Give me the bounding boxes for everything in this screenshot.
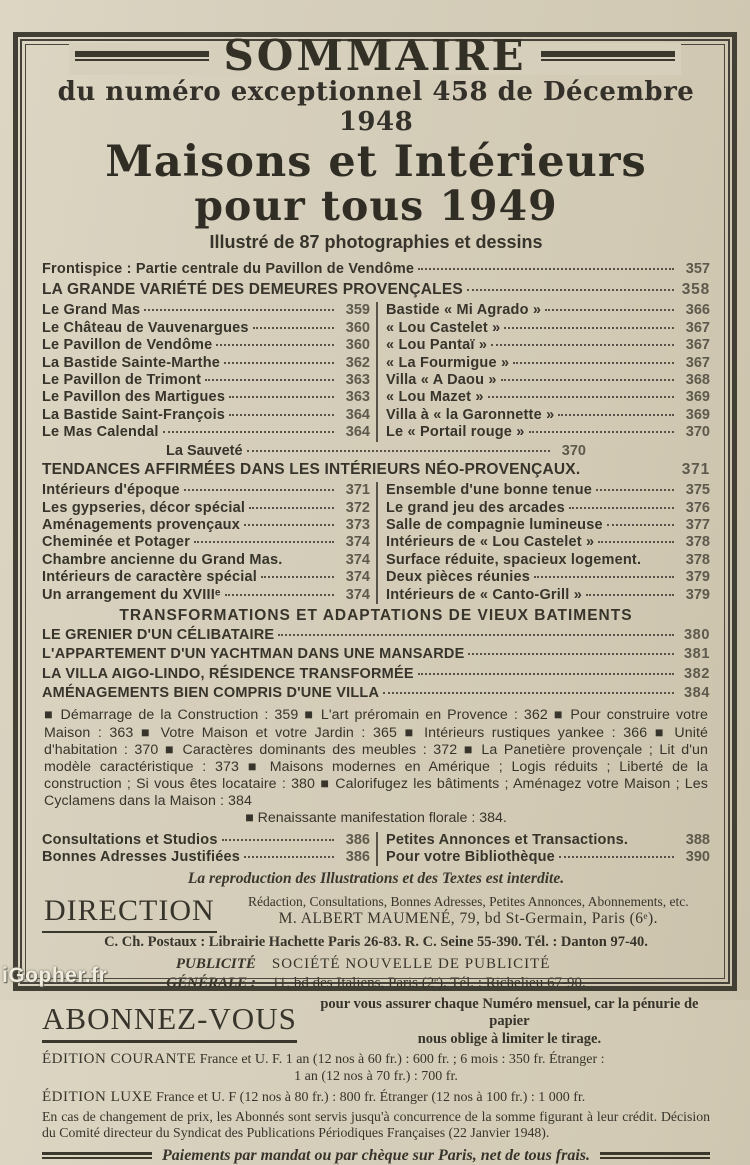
toc-block-3	[42, 832, 710, 867]
dot-leader	[229, 396, 334, 398]
toc-page-number: 358	[681, 280, 710, 298]
dot-leader	[194, 541, 334, 543]
toc-page-number: 367	[685, 354, 710, 371]
abonnez-line2: nous oblige à limiter le tirage.	[417, 1030, 602, 1047]
toc-row	[386, 337, 710, 354]
toc-page-number: 374	[345, 534, 370, 551]
toc-label: La Bastide Sainte-Marthe	[42, 354, 221, 371]
toc-label: Le Mas Calendal	[42, 424, 159, 441]
toc-page-number: 390	[685, 849, 710, 866]
toc-page-number: 374	[345, 586, 370, 603]
dot-leader	[558, 414, 674, 416]
right-payment-rule	[600, 1152, 710, 1159]
toc-label: Consultations et Studios	[42, 831, 218, 848]
toc-label: Le Pavillon de Trimont	[42, 372, 202, 389]
abonnez-text	[309, 996, 710, 1048]
publicite-address: 11, bd des Italiens, Paris (2ᵉ). Tél. : Richelieu 67-90.	[271, 975, 586, 992]
toc-label: « La Fourmigue »	[386, 354, 510, 371]
dot-leader	[596, 489, 674, 491]
direction-text	[227, 894, 710, 928]
toc-label: Villa à « la Garonnette »	[386, 406, 555, 423]
toc-row	[42, 534, 370, 551]
dot-leader	[144, 309, 334, 311]
toc-page-number: 371	[681, 460, 710, 478]
toc-page-number: 370	[561, 442, 586, 459]
decorative-frame	[13, 31, 737, 1164]
toc-row	[42, 320, 370, 337]
toc-page-number: 378	[685, 534, 710, 551]
edition-courante-label: ÉDITION COURANTE	[42, 1051, 197, 1068]
toc-page-number: 378	[685, 551, 710, 568]
toc-page-number: 371	[345, 482, 370, 499]
toc-row	[42, 685, 710, 702]
toc-row	[42, 832, 370, 849]
toc-section-heading-2	[42, 461, 710, 480]
toc-row	[386, 320, 710, 337]
dot-leader	[261, 576, 334, 578]
toc-page-number: 372	[345, 499, 370, 516]
publicite-company: SOCIÉTÉ NOUVELLE DE PUBLICITÉ	[271, 956, 551, 973]
toc-page-number: 363	[345, 389, 370, 406]
toc-row	[42, 587, 370, 604]
toc-label: Intérieurs d'époque	[42, 482, 180, 499]
watermark: iGopher.fr	[2, 964, 108, 987]
abonnez-line1: pour vous assurer chaque Numéro mensuel, car la pénurie de papier	[320, 995, 699, 1030]
dot-leader	[534, 576, 674, 578]
dot-leader	[229, 414, 334, 416]
toc-label: LA GRANDE VARIÉTÉ DES DEMEURES PROVENÇALES	[42, 280, 463, 298]
right-double-rule	[541, 51, 675, 61]
toc-page-number: 364	[345, 406, 370, 423]
toc-label: La Sauveté	[166, 442, 243, 459]
toc-page-number: 362	[345, 354, 370, 371]
toc-label: Surface réduite, spacieux logement.	[386, 551, 642, 568]
toc-label: Le Pavillon de Vendôme	[42, 337, 213, 354]
toc-page-number: 360	[345, 319, 370, 336]
toc-page-number: 364	[345, 424, 370, 441]
notes-last-line: ■ Renaissante manifestation florale : 384.	[245, 809, 507, 826]
toc-row	[386, 302, 710, 319]
edition-courante-text: France et U. F. 1 an (12 nos à 60 fr.) : 600 fr. ; 6 mois : 350 fr. Étranger :	[199, 1052, 605, 1068]
toc-row	[42, 407, 370, 424]
dot-leader	[501, 379, 674, 381]
toc-page-number: 388	[685, 831, 710, 848]
dot-leader	[468, 653, 674, 655]
toc-label: Le Château de Vauvenargues	[42, 319, 249, 336]
main-title-line2: pour tous 1949	[194, 182, 558, 231]
toc-page-number: 359	[345, 302, 370, 319]
toc-block-1-right	[376, 302, 710, 441]
toc-row	[386, 587, 710, 604]
dot-leader	[545, 309, 674, 311]
issue-line: du numéro exceptionnel 458 de Décembre 1948	[57, 77, 695, 137]
toc-row	[386, 552, 710, 569]
toc-label: Ensemble d'une bonne tenue	[386, 482, 593, 499]
toc-label: Bastide « Mi Agrado »	[386, 302, 542, 319]
toc-block-2	[42, 482, 710, 604]
publicite-label1: PUBLICITÉ	[175, 956, 256, 973]
toc-page-number: 379	[685, 569, 710, 586]
toc-page-number: 386	[345, 849, 370, 866]
toc-page-number: 357	[685, 261, 710, 278]
publicite-label2: GÉNÉRALE :	[166, 975, 256, 992]
toc-label: L'APPARTEMENT D'UN YACHTMAN DANS UNE MANSARDE	[42, 646, 465, 663]
edition-luxe	[42, 1088, 710, 1107]
toc-row	[42, 666, 710, 683]
toc-feature-rows	[42, 627, 710, 703]
toc-label: Un arrangement du XVIIIᵉ	[42, 586, 221, 603]
edition-courante	[42, 1050, 710, 1086]
sommaire-legend	[75, 31, 675, 80]
dot-leader	[278, 634, 674, 636]
dot-leader	[559, 856, 674, 858]
dot-leader	[383, 692, 674, 694]
toc-label: LA VILLA AIGO-LINDO, RÉSIDENCE TRANSFORMÉE	[42, 665, 414, 682]
toc-page-number: 375	[685, 482, 710, 499]
toc-label: Villa « A Daou »	[386, 372, 497, 389]
toc-row	[42, 302, 370, 319]
illustrated-note: Illustré de 87 photographies et dessins	[209, 232, 543, 253]
direction-line2: M. ALBERT MAUMENÉ, 79, bd St-Germain, Paris (6ᵉ).	[278, 910, 659, 928]
toc-row	[386, 389, 710, 406]
toc-label: Le Grand Mas	[42, 302, 141, 319]
toc-row	[42, 337, 370, 354]
main-title-line1: Maisons et Intérieurs	[105, 137, 647, 187]
toc-page-number: 367	[685, 337, 710, 354]
toc-page-number: 380	[684, 626, 710, 643]
toc-row	[42, 569, 370, 586]
toc-label: LE GRENIER D'UN CÉLIBATAIRE	[42, 626, 275, 643]
price-change-notice: En cas de changement de prix, les Abonnés sont servis jusqu'à concurrence de la somme figurant à leur crédit. Décision du Comité directeur du Syndicat des Publications Périodiques Françaises (22 Janvier 1948).	[42, 1108, 710, 1141]
publicite-labels	[166, 955, 256, 993]
payments-row	[42, 1147, 710, 1165]
toc-row	[42, 355, 370, 372]
frame-content	[18, 31, 732, 1164]
toc-row	[386, 832, 710, 849]
toc-page-number: 360	[345, 337, 370, 354]
toc-row	[42, 517, 370, 534]
toc-row	[386, 569, 710, 586]
toc-page-number: 382	[684, 665, 710, 682]
toc-label: TENDANCES AFFIRMÉES DANS LES INTÉRIEURS NÉO-PROVENÇAUX.	[42, 460, 581, 478]
toc-row	[42, 389, 370, 406]
toc-page-number: 374	[345, 551, 370, 568]
toc-page-number: 363	[345, 372, 370, 389]
dot-leader	[216, 344, 334, 346]
toc-page-number: 367	[685, 319, 710, 336]
dot-leader	[253, 327, 334, 329]
toc-row	[42, 552, 370, 569]
toc-row	[42, 372, 370, 389]
toc-block-3-left	[42, 832, 376, 867]
toc-label: Salle de compagnie lumineuse	[386, 516, 603, 533]
dot-leader	[163, 431, 334, 433]
toc-page-number: 376	[685, 499, 710, 516]
dot-leader	[244, 524, 334, 526]
toc-block-1-left	[42, 302, 376, 441]
toc-section-heading-3: TRANSFORMATIONS ET ADAPTATIONS DE VIEUX BATIMENTS	[119, 606, 633, 624]
toc-section-heading-1	[42, 281, 710, 300]
toc-row	[42, 627, 710, 644]
toc-row	[42, 500, 370, 517]
edition-courante-text2: 1 an (12 nos à 70 fr.) : 700 fr.	[294, 1068, 458, 1084]
publicite-block	[42, 955, 710, 993]
toc-page-number: 386	[345, 831, 370, 848]
toc-label: Bonnes Adresses Justifiées	[42, 849, 241, 866]
dot-leader	[205, 379, 334, 381]
toc-row	[386, 482, 710, 499]
toc-row	[42, 646, 710, 663]
toc-label: Deux pièces réunies	[386, 569, 531, 586]
direction-block	[42, 894, 710, 933]
toc-label: Le Pavillon des Martigues	[42, 389, 226, 406]
toc-page-number: 374	[345, 569, 370, 586]
toc-block-2-left	[42, 482, 376, 604]
toc-label: Petites Annonces et Transactions.	[386, 831, 629, 848]
direction-line1: Rédaction, Consultations, Bonnes Adresses, Petites Annonces, Abonnements, etc.	[248, 894, 689, 910]
abonnez-title: ABONNEZ-VOUS	[42, 1001, 297, 1043]
dot-leader	[224, 362, 334, 364]
edition-luxe-text: France et U. F (12 nos à 80 fr.) : 800 fr. Étranger (12 nos à 100 fr.) : 1 000 fr.	[156, 1089, 586, 1105]
dot-leader	[529, 431, 674, 433]
toc-block-3-right	[376, 832, 710, 867]
toc-row	[386, 424, 710, 441]
publicite-values	[272, 955, 586, 993]
toc-row	[386, 407, 710, 424]
dot-leader	[244, 856, 334, 858]
notes-paragraph: ■ Démarrage de la Construction : 359 ■ L'art préromain en Provence : 362 ■ Pour construire votre Maison : 363 ■ Votre Maison et votre Jardin : 365 ■ Intérieurs rustiques yankee : 366 ■ Unité d'habitation : 370 ■ Caractères dominants des meubles : 372 ■ La Panetière provençale ; Lit d'un modèle caractéristique : 373 ■ Maisons modernes en Amérique ; Logis réduits ; Liberté de la construction ; Si vous êtes locataire : 380 ■ Calorifugez les bâtiments ; Aménagez votre Maison ; Les Cyclamens dans la Maison : 384	[44, 707, 708, 809]
toc-label: Chambre ancienne du Grand Mas.	[42, 551, 283, 568]
abonnez-block	[42, 996, 710, 1048]
toc-label: « Lou Mazet »	[386, 389, 484, 406]
toc-page-number: 369	[685, 406, 710, 423]
toc-label: La Bastide Saint-François	[42, 406, 226, 423]
toc-label: Aménagements provençaux	[42, 516, 240, 533]
dot-leader	[184, 489, 334, 491]
toc-row	[386, 534, 710, 551]
toc-page-number: 379	[685, 586, 710, 603]
dot-leader	[607, 524, 674, 526]
toc-label: « Lou Pantaï »	[386, 337, 488, 354]
toc-block-2-right	[376, 482, 710, 604]
toc-label: Intérieurs de « Canto-Grill »	[386, 586, 582, 603]
toc-label: Intérieurs de « Lou Castelet »	[386, 534, 595, 551]
dot-leader	[491, 344, 674, 346]
copyright-notice: La reproduction des Illustrations et des Textes est interdite.	[187, 870, 565, 888]
toc-label: Pour votre Bibliothèque	[386, 849, 555, 866]
toc-page-number: 381	[684, 646, 710, 663]
toc-label: « Lou Castelet »	[386, 319, 501, 336]
dot-leader	[249, 507, 334, 509]
toc-page-number: 366	[685, 302, 710, 319]
toc-row	[386, 849, 710, 866]
toc-row	[42, 849, 370, 866]
dot-leader	[569, 507, 674, 509]
toc-label: Le « Portail rouge »	[386, 424, 525, 441]
toc-label: Frontispice : Partie centrale du Pavillon de Vendôme	[42, 261, 415, 278]
toc-page-number: 373	[345, 516, 370, 533]
toc-page-number: 370	[685, 424, 710, 441]
dot-leader	[467, 289, 674, 291]
left-payment-rule	[42, 1152, 152, 1159]
toc-row	[386, 355, 710, 372]
toc-row	[386, 372, 710, 389]
toc-row	[42, 482, 370, 499]
toc-label: Le grand jeu des arcades	[386, 499, 565, 516]
dot-leader	[418, 673, 674, 675]
page-title: SOMMAIRE	[223, 31, 527, 80]
toc-row	[386, 517, 710, 534]
toc-page-number: 384	[684, 685, 710, 702]
toc-page-number: 369	[685, 389, 710, 406]
dot-leader	[504, 327, 674, 329]
toc-row-sauvete	[42, 443, 710, 459]
toc-row	[42, 424, 370, 441]
toc-label: Les gypseries, décor spécial	[42, 499, 246, 516]
toc-label: AMÉNAGEMENTS BIEN COMPRIS D'UNE VILLA	[42, 685, 380, 702]
toc-page-number: 368	[685, 372, 710, 389]
dot-leader	[225, 594, 334, 596]
toc-label: Intérieurs de caractère spécial	[42, 569, 257, 586]
postal-accounts-line: C. Ch. Postaux : Librairie Hachette Paris 26-83. R. C. Seine 55-390. Tél. : Danton 97-40.	[104, 934, 648, 951]
payments-notice: Paiements par mandat ou par chèque sur Paris, net de tous frais.	[161, 1146, 591, 1164]
dot-leader	[222, 839, 334, 841]
dot-leader	[488, 396, 674, 398]
toc-row-frontispice	[42, 261, 710, 278]
toc-row	[386, 500, 710, 517]
left-double-rule	[75, 51, 209, 61]
dot-leader	[513, 362, 674, 364]
edition-luxe-label: ÉDITION LUXE	[42, 1088, 153, 1105]
dot-leader	[418, 268, 674, 270]
direction-title: DIRECTION	[42, 894, 217, 933]
dot-leader	[586, 594, 674, 596]
dot-leader	[598, 541, 674, 543]
toc-label: Cheminée et Potager	[42, 534, 191, 551]
dot-leader	[247, 450, 550, 452]
toc-page-number: 377	[685, 516, 710, 533]
toc-block-1	[42, 302, 710, 441]
